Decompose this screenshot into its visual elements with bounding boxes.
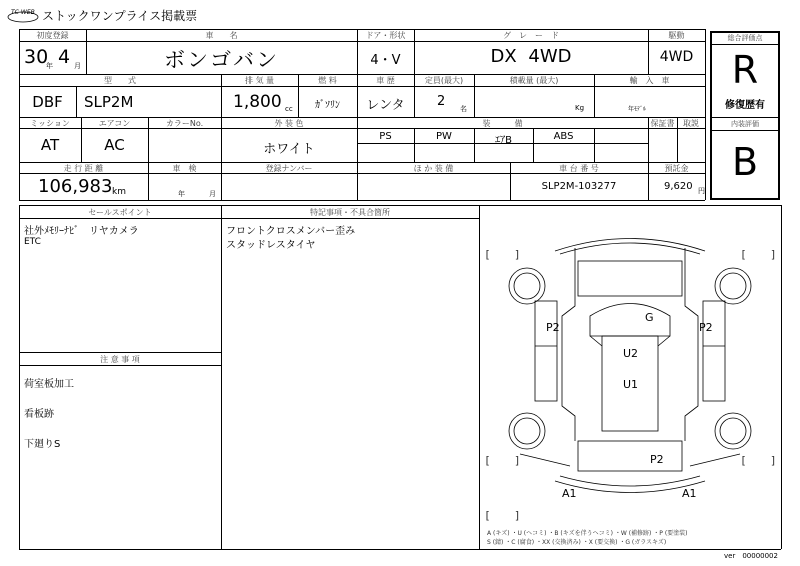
label-manual: 取説 <box>683 119 699 128</box>
label-warranty: 保証書 <box>650 119 675 128</box>
bracket-rl-close: ] <box>514 454 521 467</box>
chassis-number: SLP2M-103277 <box>541 181 617 192</box>
displacement-unit: cc <box>285 105 293 113</box>
note-1: 荷室板加工 <box>24 379 74 390</box>
score-panel <box>710 31 780 200</box>
special-item-2: スタッドレスタイヤ <box>226 240 316 251</box>
sales-point-1: 社外ﾒﾓﾘｰﾅﾋﾞ リヤカメラ <box>24 226 139 237</box>
label-exterior: 外 装 色 <box>274 119 304 128</box>
label-color-no: カラーNo. <box>165 119 204 128</box>
drive: 4WD <box>659 49 694 65</box>
bracket-rr-close: ] <box>770 454 777 467</box>
logo-text: TC-WEB <box>11 9 35 16</box>
label-drive: 駆動 <box>668 31 685 40</box>
overall-score-label: 総合評価点 <box>727 34 763 42</box>
interior-score: B <box>731 140 759 184</box>
label-reg-number: 登録ナンバー <box>265 164 313 173</box>
label-load: 積載量 (最大) <box>509 76 559 85</box>
equipment-2: PW <box>436 131 452 142</box>
bracket-rl-open: [ <box>484 454 491 467</box>
car-name: ボンゴバン <box>164 48 279 72</box>
reg-month: 4 <box>58 46 71 68</box>
deposit-unit: 円 <box>698 187 705 195</box>
label-other-equipment: ほ か 装 備 <box>413 164 454 173</box>
bracket-bottom-open: [ <box>484 509 491 522</box>
version: ver 00000002 <box>724 552 778 560</box>
legend-line-2: S (錆) ・C (腐食) ・XX (交換済み) ・X (要交換) ・G (ガラスキズ) <box>487 539 667 546</box>
label-chassis-no: 車 台 番 号 <box>559 164 599 173</box>
mileage: 106,983 <box>38 176 113 197</box>
exterior-color: ホワイト <box>263 142 315 157</box>
equipment-3: ｴｱB <box>495 135 512 146</box>
fuel: ｶﾞｿﾘﾝ <box>315 100 340 111</box>
mark-p2-rear: P2 <box>650 453 664 466</box>
bracket-rr-open: [ <box>740 454 747 467</box>
note-3: 下廻りS <box>24 439 61 450</box>
legend-line-1: A (キズ) ・U (ヘコミ) ・B (キズを伴うヘコミ) ・W (補修跡) ・P (要塗装) <box>487 530 688 537</box>
special-item-1: フロントクロスメンバー歪み <box>226 226 356 237</box>
mileage-unit: km <box>112 187 126 197</box>
reg-year-unit: 年 <box>46 62 53 70</box>
page-title: ストックワンプライス掲載票 <box>42 9 198 23</box>
label-model: 型 式 <box>104 76 136 85</box>
inspection-year-unit: 年 <box>178 190 185 198</box>
mark-p2-left: P2 <box>546 321 560 334</box>
equipment-4: ABS <box>553 131 574 142</box>
mark-g: G <box>645 311 654 324</box>
load-unit: Kg <box>575 104 585 112</box>
bracket-fl-open: [ <box>484 248 491 261</box>
capacity: 2 <box>437 94 446 109</box>
model-year-unit: 年ﾓﾃﾞﾙ <box>628 106 647 113</box>
label-mission: ミッション <box>30 119 70 128</box>
model-prefix: DBF <box>32 93 63 111</box>
notes-label: 注 意 事 項 <box>100 355 140 364</box>
label-capacity: 定員(最大) <box>424 76 464 85</box>
mark-u1: U1 <box>623 378 639 391</box>
label-aircon: エアコン <box>98 119 131 128</box>
label-deposit: 預託金 <box>664 164 689 173</box>
mark-a1-left: A1 <box>562 487 577 500</box>
mission: AT <box>40 136 60 154</box>
car-diagram <box>480 206 780 548</box>
bracket-bottom-close: ] <box>514 509 521 522</box>
displacement: 1,800 <box>233 92 282 112</box>
bracket-fr-open: [ <box>740 248 747 261</box>
label-inspection: 車 検 <box>172 164 197 173</box>
mark-p2-right: P2 <box>699 321 713 334</box>
deposit: 9,620 <box>664 181 693 192</box>
grade: DX 4WD <box>490 46 572 67</box>
capacity-unit: 名 <box>460 105 467 113</box>
door-shape: 4・V <box>370 53 401 68</box>
special-label: 特記事項・不具合箇所 <box>310 208 390 217</box>
history: レンタ <box>366 98 405 113</box>
sales-point-label: セールスポイント <box>88 208 152 217</box>
label-car-name: 車 名 <box>205 31 238 40</box>
header-logo <box>7 8 39 20</box>
note-2: 看板跡 <box>24 409 54 420</box>
label-first-reg: 初度登録 <box>36 31 69 40</box>
reg-month-unit: 月 <box>74 62 81 70</box>
model: SLP2M <box>84 93 134 111</box>
equipment-1: PS <box>379 131 392 142</box>
label-equipment: 装 備 <box>482 119 523 128</box>
repair-history: 修復歴有 <box>725 100 765 111</box>
bracket-fr-close: ] <box>770 248 777 261</box>
mark-a1-right: A1 <box>682 487 697 500</box>
bracket-fl-close: ] <box>514 248 521 261</box>
label-door-shape: ドア・形状 <box>365 31 406 40</box>
sales-point-2: ETC <box>24 237 41 247</box>
mark-u2: U2 <box>623 347 639 360</box>
interior-score-label: 内装評価 <box>731 120 759 128</box>
label-grade: グ レ ー ド <box>503 31 559 40</box>
inspection-month-unit: 月 <box>209 190 216 198</box>
label-displacement: 排 気 量 <box>244 76 275 85</box>
label-fuel: 燃 料 <box>318 76 337 85</box>
label-history: 車 歴 <box>376 76 395 85</box>
reg-year: 30 <box>24 46 49 68</box>
label-mileage: 走 行 距 離 <box>63 164 104 173</box>
label-import: 輸 入 車 <box>629 76 670 85</box>
overall-score: R <box>731 48 759 92</box>
aircon: AC <box>104 136 125 154</box>
